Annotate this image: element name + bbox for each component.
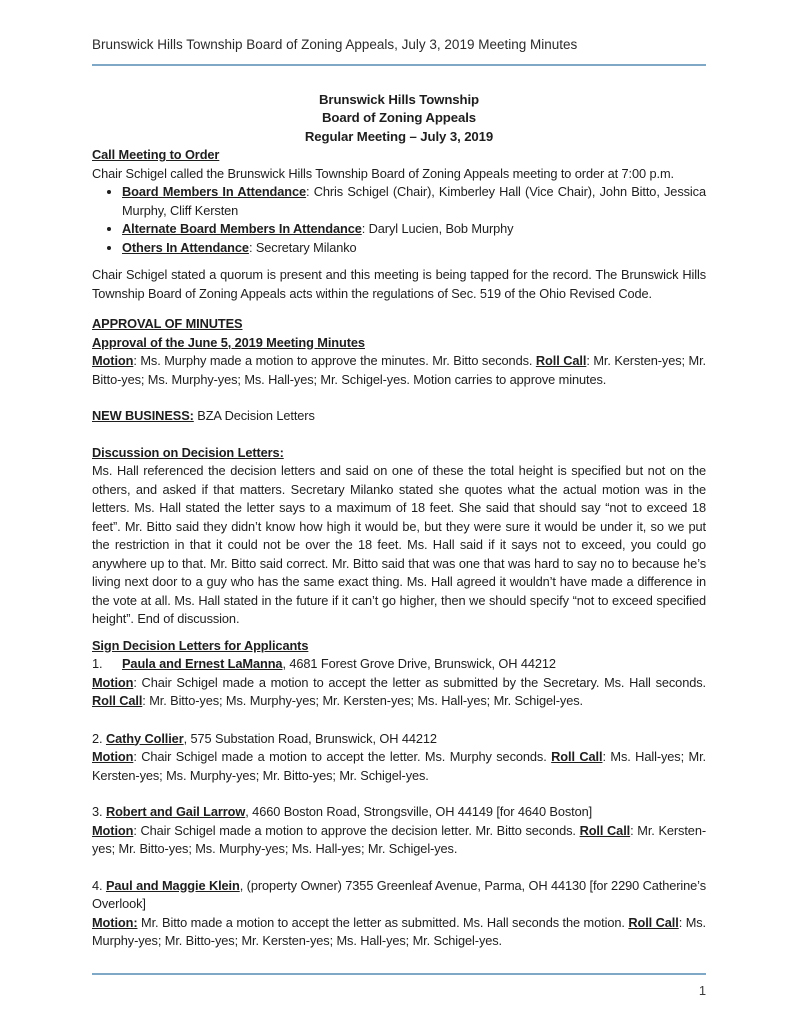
title-line-township: Brunswick Hills Township: [318, 91, 480, 107]
applicant-line-4: [92, 877, 706, 914]
motion-text: : Chair Schigel made a motion to approve the decision letter. Mr. Bitto seconds.: [133, 822, 580, 838]
heading-sign-decision-letters: Sign Decision Letters for Applicants: [92, 637, 309, 653]
new-business-label: NEW BUSINESS:: [92, 408, 194, 423]
motion-label: Motion: [92, 674, 134, 690]
list-item-alternate-members: [122, 220, 706, 239]
motion-label: Motion: [92, 822, 134, 838]
applicant-number: 4.: [92, 877, 103, 893]
new-business-text: BZA Decision Letters: [197, 408, 315, 423]
heading-discussion-decision-letters: Discussion on Decision Letters:: [92, 444, 284, 460]
applicant-address: , 4660 Boston Road, Strongsville, OH 44149 [for 4640 Boston]: [245, 804, 593, 819]
attendance-label: Alternate Board Members In Attendance: [122, 221, 362, 236]
new-business-line: [92, 407, 706, 426]
applicant-motion-4: [92, 914, 706, 951]
applicant-number: 3.: [92, 804, 103, 819]
applicant-name: Paul and Maggie Klein: [105, 877, 240, 893]
spacer: [92, 711, 706, 730]
applicant-address: , 575 Substation Road, Brunswick, OH 44212: [183, 730, 437, 746]
attendance-label: Board Members In Attendance: [122, 184, 307, 199]
title-line-meeting-date: Regular Meeting – July 3, 2019: [304, 128, 494, 144]
call-to-order-intro: Chair Schigel called the Brunswick Hills Township Board of Zoning Appeals meeting to order at 7:00 p.m.: [92, 165, 674, 181]
attendance-names: : Secretary Milanko: [248, 239, 357, 255]
list-item-others: [122, 239, 706, 258]
roll-call-text: : Mr. Kersten-yes; Mr. Bitto-yes; Ms. Murphy-yes; Ms. Hall-yes; Mr. Schigel-yes. Motion carries to approve minutes.: [92, 353, 707, 387]
roll-call-text: : Mr. Bitto-yes; Ms. Murphy-yes; Mr. Kersten-yes; Ms. Hall-yes; Mr. Schigel-yes.: [142, 693, 583, 708]
document-content: [92, 36, 706, 951]
applicant-address: , (property Owner) 7355 Greenleaf Avenue, Parma, OH 44130 [for 2290 Catherine’s Overlook]: [92, 877, 706, 911]
motion-text: : Chair Schigel made a motion to accept the letter. Ms. Murphy seconds.: [133, 749, 552, 764]
title-line-board: Board of Zoning Appeals: [322, 110, 476, 125]
motion-label: Motion:: [92, 914, 138, 930]
document-header-title: Brunswick Hills Township Board of Zoning Appeals, July 3, 2019 Meeting Minutes: [92, 36, 706, 66]
applicant-motion-2: [92, 748, 706, 785]
roll-call-label: Roll Call: [551, 749, 603, 764]
applicant-line-2: [92, 730, 706, 749]
spacer: [92, 257, 706, 266]
spacer: [92, 629, 706, 637]
attendance-names: : Chris Schigel (Chair), Kimberley Hall (Vice Chair), John Bitto, Jessica Murphy, Cliff Kersten: [122, 184, 706, 218]
heading-call-meeting-to-order: Call Meeting to Order: [92, 147, 220, 162]
attendance-names: : Daryl Lucien, Bob Murphy: [361, 221, 514, 236]
applicant-motion-1: [92, 674, 706, 711]
approval-motion-paragraph: [92, 352, 706, 389]
spacer: [92, 303, 706, 315]
motion-text: Mr. Bitto made a motion to accept the letter as submitted. Ms. Hall seconds the motion.: [137, 914, 629, 930]
applicant-name: Cathy Collier: [105, 730, 184, 746]
applicant-address: , 4681 Forest Grove Drive, Brunswick, OH 44212: [282, 656, 556, 671]
roll-call-text: : Mr. Kersten-yes; Mr. Bitto-yes; Ms. Murphy-yes; Ms. Hall-yes; Mr. Schigel-yes.: [92, 822, 707, 856]
applicant-motion-3: [92, 822, 706, 859]
roll-call-label: Roll Call: [92, 693, 143, 708]
motion-label: Motion: [92, 749, 134, 764]
footer-rule: [92, 973, 706, 1001]
roll-call-label: Roll Call: [579, 822, 631, 838]
page-number: 1: [698, 983, 706, 998]
roll-call-label: Roll Call: [535, 353, 587, 368]
attendance-list: [92, 183, 706, 257]
list-item-board-members: [122, 183, 706, 220]
heading-approval-of-minutes: APPROVAL OF MINUTES: [92, 316, 243, 331]
motion-label: Motion: [92, 353, 134, 368]
roll-call-label: Roll Call: [628, 914, 679, 930]
attendance-label: Others In Attendance: [122, 239, 249, 255]
applicant-name: Robert and Gail Larrow: [105, 804, 246, 819]
applicant-line-3: [92, 803, 706, 822]
applicant-line-1: [92, 655, 706, 674]
subheading-june-5-minutes: Approval of the June 5, 2019 Meeting Minutes: [92, 334, 365, 350]
roll-call-text: : Ms. Murphy-yes; Mr. Bitto-yes; Mr. Kersten-yes; Ms. Hall-yes; Mr. Schigel-yes.: [92, 914, 707, 948]
applicant-number: 1.: [92, 656, 103, 671]
quorum-paragraph: Chair Schigel stated a quorum is present and this meeting is being tapped for the record. The Brunswick Hills Township Board of Zoning Appeals acts within the regulations of Sec. 519 of the Ohio Revised Code.: [92, 267, 706, 301]
applicant-number: 2.: [92, 730, 103, 746]
title-block: [92, 91, 706, 147]
spacer: [92, 389, 706, 407]
spacer: [92, 426, 706, 444]
discussion-paragraph: Ms. Hall referenced the decision letters and said on one of these the total height is specified but not on the others, and asked if that matters. Secretary Milanko stated she quotes what the actual motion was in the letters. Ms. Hall stated the letter says to a maximum of 18 feet. She said that should say “not to exceed 18 feet”. Mr. Bitto said they didn’t know how high it would be, but they were sure it would be under it, so we put the restriction in that it could not be over the 18 feet. Ms. Hall said if it says not to exceed, you could go anywhere up to that. Mr. Bitto said correct. Mr. Bitto said that was one that was hard to say no to because he’s living next door to a guy who has the same exact thing. Ms. Hall agreed it wouldn’t have made a difference in the vote at all. Ms. Hall stated in the future if it can’t go higher, then we should specify “not to exceed specified height”. End of discussion.: [92, 463, 706, 626]
spacer: [92, 859, 706, 877]
motion-text: : Ms. Murphy made a motion to approve the minutes. Mr. Bitto seconds.: [133, 353, 536, 368]
spacer: [92, 785, 706, 803]
applicant-name: Paula and Ernest LaManna: [122, 656, 283, 671]
motion-text: : Chair Schigel made a motion to accept the letter as submitted by the Secretary. Ms. Hall seconds.: [133, 674, 706, 690]
roll-call-text: : Ms. Hall-yes; Mr. Kersten-yes; Ms. Murphy-yes; Mr. Bitto-yes; Mr. Schigel-yes.: [92, 749, 706, 783]
